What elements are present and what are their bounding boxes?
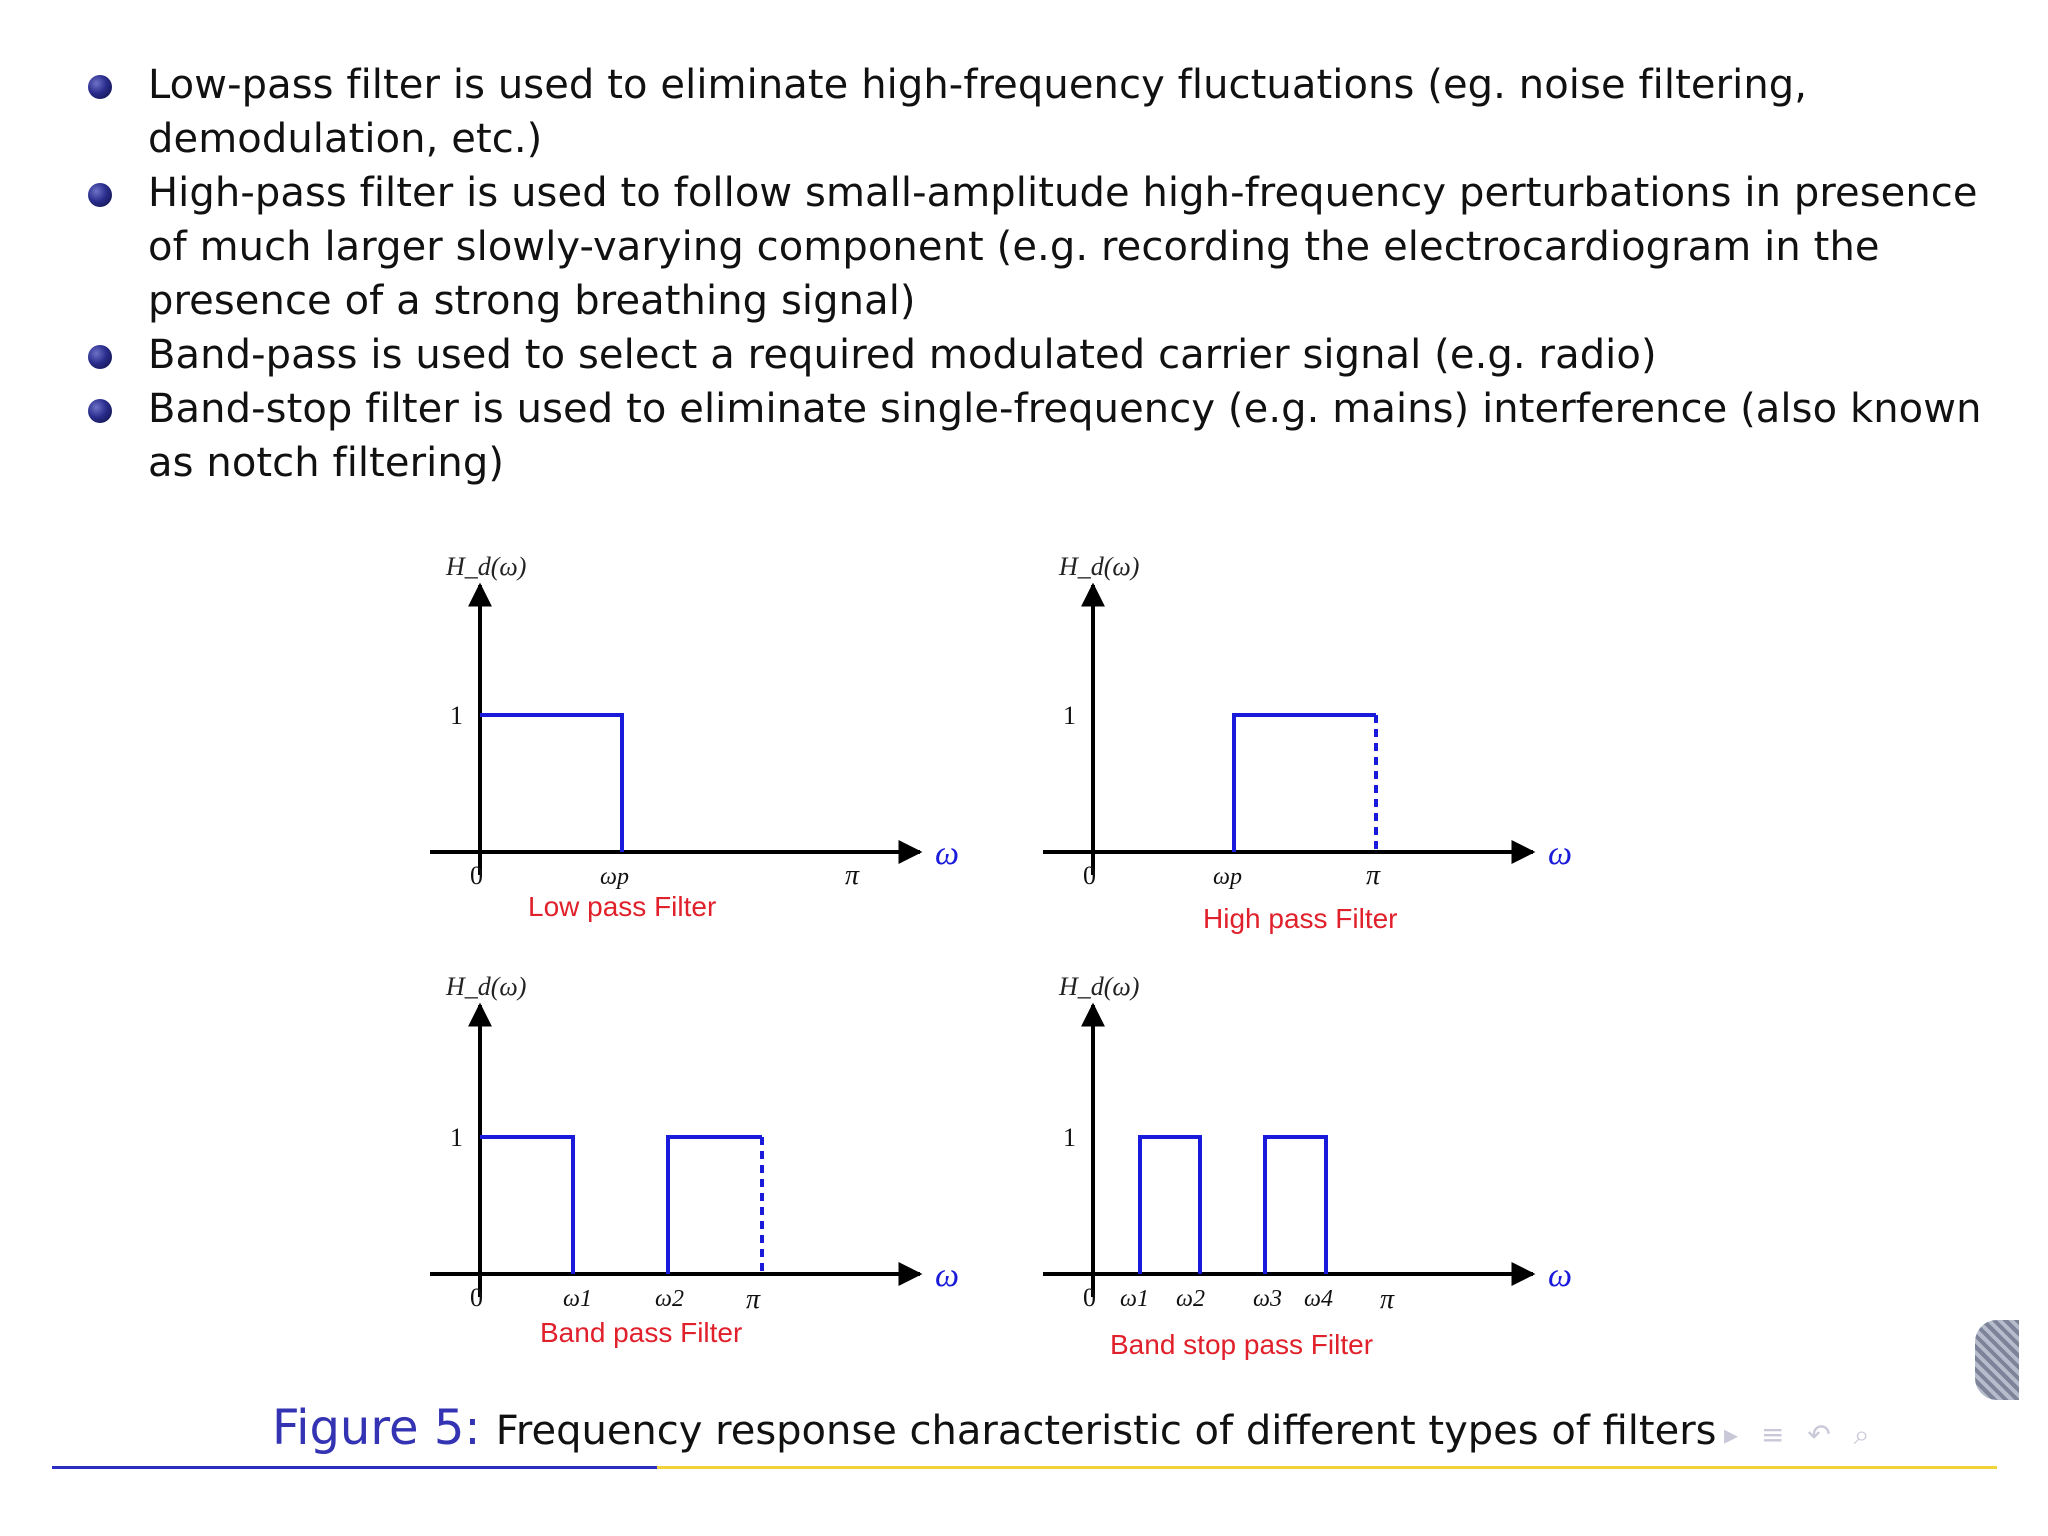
plot-band-pass [430, 972, 959, 1348]
bullet-text: High-pass filter is used to follow small-amplitude high-frequency perturbations in presence of much larger slowly-varying component (e.g. recording the electrocardiogram in the presence of a strong breathing signal) [148, 170, 1978, 324]
tick-one: 1 [450, 1123, 463, 1152]
tick-zero: 0 [1083, 861, 1096, 890]
omega-axis-label: ω [935, 1257, 960, 1294]
plot-caption: High pass Filter [1203, 903, 1398, 934]
y-axis-label: H_d(ω) [446, 972, 527, 1001]
tick-omega-4: ω4 [1304, 1286, 1333, 1312]
tick-omega-1: ω1 [563, 1286, 592, 1312]
plot-caption: Band pass Filter [540, 1317, 743, 1348]
tick-one: 1 [450, 701, 463, 730]
omega-axis-label: ω [935, 835, 960, 872]
tick-omega-3: ω3 [1253, 1286, 1282, 1312]
response-line [480, 715, 622, 852]
footer-line [657, 1466, 1997, 1469]
tick-omega-1: ω1 [1120, 1286, 1149, 1312]
response-line [1265, 1137, 1326, 1274]
y-axis-label: H_d(ω) [446, 552, 527, 581]
tick-pi: π [845, 860, 860, 891]
response-line [668, 1137, 762, 1274]
plot-high-pass [1043, 552, 1572, 934]
bullet-text: Band-pass is used to select a required modulated carrier signal (e.g. radio) [148, 332, 1657, 378]
nav-outline-icon[interactable]: ≡ [1760, 1418, 1785, 1451]
figure-caption-text: Frequency response characteristic of different types of filters [495, 1408, 1717, 1454]
nav-search-icon[interactable]: ⌕ [1853, 1418, 1870, 1451]
y-axis-label: H_d(ω) [1059, 972, 1140, 1001]
tick-pi: π [1366, 860, 1381, 891]
tick-zero: 0 [1083, 1283, 1096, 1312]
tick-omega-2: ω2 [1176, 1286, 1205, 1312]
progress-line [52, 1466, 657, 1469]
slide-navigation[interactable] [1710, 1418, 1869, 1452]
omega-axis-label: ω [1548, 835, 1573, 872]
plot-caption: Band stop pass Filter [1110, 1329, 1374, 1360]
tick-omega-2: ω2 [655, 1286, 684, 1312]
tick-pi: π [746, 1284, 761, 1315]
figure-caption [272, 1400, 1716, 1456]
response-line [1234, 715, 1376, 852]
tick-omega-p: ωp [600, 864, 629, 890]
response-line [1140, 1137, 1200, 1274]
plot-caption: Low pass Filter [528, 891, 717, 922]
tick-zero: 0 [470, 861, 483, 890]
nav-arrow-right-icon[interactable]: ▸ [1724, 1418, 1739, 1451]
figure-label: Figure 5: [272, 1400, 481, 1456]
tick-pi: π [1380, 1284, 1395, 1315]
university-seal-icon [1975, 1320, 2019, 1400]
y-axis-label: H_d(ω) [1059, 552, 1140, 581]
bullet-text: Band-stop filter is used to eliminate single-frequency (e.g. mains) interference (also known as notch filtering) [148, 386, 1982, 486]
tick-one: 1 [1063, 701, 1076, 730]
tick-zero: 0 [470, 1283, 483, 1312]
tick-omega-p: ωp [1213, 864, 1242, 890]
nav-back-icon[interactable]: ↶ [1807, 1418, 1831, 1451]
plot-band-stop [1043, 972, 1572, 1360]
plot-low-pass [430, 552, 959, 922]
response-line [480, 1137, 573, 1274]
omega-axis-label: ω [1548, 1257, 1573, 1294]
tick-one: 1 [1063, 1123, 1076, 1152]
bullet-text: Low-pass filter is used to eliminate high-frequency fluctuations (eg. noise filtering, demodulation, etc.) [148, 62, 1808, 162]
